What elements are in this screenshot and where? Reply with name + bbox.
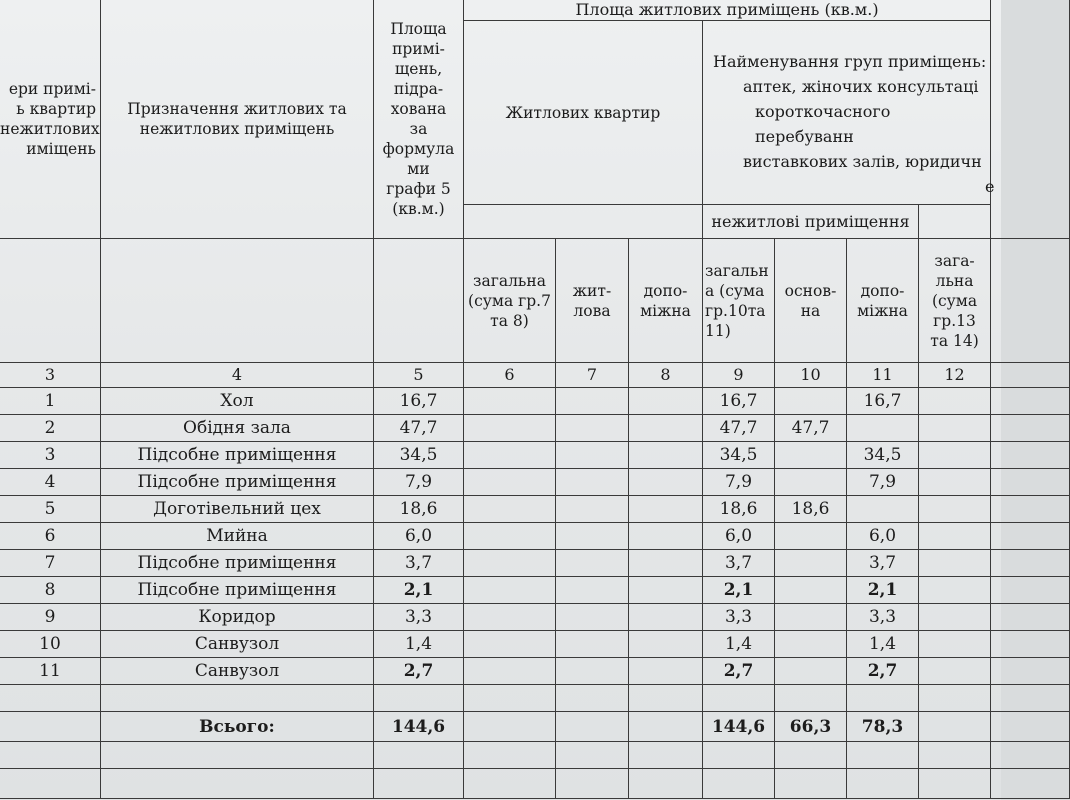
- room-total-nonliving: 3,7: [703, 550, 775, 577]
- blank-cell: [0, 769, 101, 799]
- group-names-line: виставкових залів, юридичн: [743, 152, 982, 171]
- blank-cell: [464, 577, 556, 604]
- room-main-area: [775, 469, 847, 496]
- room-number: 3: [0, 442, 101, 469]
- blank-cell: [847, 742, 919, 769]
- blank-header-cell: [991, 239, 1070, 363]
- blank-cell: [556, 604, 629, 631]
- room-numbers-header: [0, 0, 101, 239]
- room-number: 8: [0, 577, 101, 604]
- blank-cell: [919, 442, 991, 469]
- room-total-nonliving: 2,1: [703, 577, 775, 604]
- blank-cell: [556, 577, 629, 604]
- blank-cell: [919, 469, 991, 496]
- room-main-area: 47,7: [775, 415, 847, 442]
- blank-header-cell: [374, 239, 464, 363]
- room-area: 1,4: [374, 631, 464, 658]
- room-total-nonliving: 7,9: [703, 469, 775, 496]
- room-area: 16,7: [374, 388, 464, 415]
- blank-cell: [629, 415, 703, 442]
- room-total-nonliving: 6,0: [703, 523, 775, 550]
- blank-cell: [556, 469, 629, 496]
- room-area: 47,7: [374, 415, 464, 442]
- room-purpose: Доготівельний цех: [101, 496, 374, 523]
- blank-cell: [991, 577, 1070, 604]
- room-purpose: Підсобне приміщення: [101, 550, 374, 577]
- blank-cell: [919, 712, 991, 742]
- room-aux-area: [847, 415, 919, 442]
- living-apartments-header: Житлових квартир: [464, 21, 703, 205]
- blank-cell: [629, 442, 703, 469]
- column-number: 11: [847, 363, 919, 388]
- table-row: [0, 604, 1070, 631]
- blank-cell: [775, 742, 847, 769]
- blank-cell: [919, 523, 991, 550]
- room-aux-area: 34,5: [847, 442, 919, 469]
- room-area: 6,0: [374, 523, 464, 550]
- column-number: 12: [919, 363, 991, 388]
- blank-cell: [629, 388, 703, 415]
- blank-cell: [775, 685, 847, 712]
- blank-cell: [775, 769, 847, 799]
- blank-cell: [703, 685, 775, 712]
- group-names-line: Найменування груп приміщень:: [713, 52, 987, 71]
- column-number: 3: [0, 363, 101, 388]
- room-total-nonliving: 2,7: [703, 658, 775, 685]
- blank-cell: [919, 769, 991, 799]
- blank-cell: [464, 550, 556, 577]
- blank-cell: [629, 550, 703, 577]
- blank-cell: [629, 658, 703, 685]
- blank-cell: [991, 442, 1070, 469]
- blank-cell: [101, 685, 374, 712]
- room-number: 7: [0, 550, 101, 577]
- blank-cell: [0, 742, 101, 769]
- room-main-area: [775, 577, 847, 604]
- room-total-nonliving: 18,6: [703, 496, 775, 523]
- room-area: 3,3: [374, 604, 464, 631]
- blank-cell: [991, 712, 1070, 742]
- column-number: 6: [464, 363, 556, 388]
- living-area-title: Площа житлових приміщень (кв.м.): [464, 0, 991, 21]
- blank-cell: [556, 742, 629, 769]
- table-row: [0, 658, 1070, 685]
- room-purpose: Мийна: [101, 523, 374, 550]
- blank-cell: [556, 388, 629, 415]
- blank-cell: [703, 742, 775, 769]
- room-area: 3,7: [374, 550, 464, 577]
- aux-header: допо-міжна: [629, 239, 703, 363]
- room-total-nonliving: 47,7: [703, 415, 775, 442]
- blank-cell: [0, 685, 101, 712]
- blank-cell: [629, 631, 703, 658]
- blank-cell: [991, 363, 1070, 388]
- blank-cell: [464, 388, 556, 415]
- column-number: 8: [629, 363, 703, 388]
- main-header: основ-на: [775, 239, 847, 363]
- blank-cell: [991, 550, 1070, 577]
- room-aux-area: 2,1: [847, 577, 919, 604]
- total-12-header: зага-льна (сума гр.13 та 14): [919, 239, 991, 363]
- blank-cell: [374, 685, 464, 712]
- blank-cell: [556, 496, 629, 523]
- room-area: 2,1: [374, 577, 464, 604]
- room-numbers-header-line: иміщень: [26, 140, 96, 158]
- blank-cell: [101, 769, 374, 799]
- room-main-area: [775, 550, 847, 577]
- blank-cell: [919, 631, 991, 658]
- room-number: 1: [0, 388, 101, 415]
- blank-cell: [464, 442, 556, 469]
- table-row: [0, 496, 1070, 523]
- room-number: 11: [0, 658, 101, 685]
- room-number: 2: [0, 415, 101, 442]
- blank-cell: [464, 604, 556, 631]
- blank-cell: [847, 685, 919, 712]
- blank-cell: [629, 523, 703, 550]
- blank-cell: [464, 769, 556, 799]
- group-names-line: е: [985, 177, 995, 196]
- room-area: 34,5: [374, 442, 464, 469]
- blank-cell: [464, 742, 556, 769]
- room-purpose: Хол: [101, 388, 374, 415]
- blank-cell: [556, 658, 629, 685]
- total-area: 144,6: [374, 712, 464, 742]
- blank-cell: [991, 685, 1070, 712]
- blank-cell: [556, 415, 629, 442]
- table-row: [0, 469, 1070, 496]
- blank-cell: [464, 712, 556, 742]
- blank-header-cell: [0, 239, 101, 363]
- room-aux-area: 1,4: [847, 631, 919, 658]
- blank-cell: [919, 415, 991, 442]
- blank-cell: [991, 388, 1070, 415]
- group-names-header: [703, 21, 995, 205]
- blank-cell: [991, 496, 1070, 523]
- table-row: [0, 523, 1070, 550]
- living-header: жит-лова: [556, 239, 629, 363]
- blank-cell: [919, 550, 991, 577]
- blank-cell: [556, 523, 629, 550]
- blank-cell: [847, 769, 919, 799]
- blank-cell: [629, 769, 703, 799]
- blank-header-cell: [101, 239, 374, 363]
- blank-cell: [556, 685, 629, 712]
- room-numbers-header-line: ери примі-: [8, 80, 96, 98]
- room-main-area: [775, 523, 847, 550]
- blank-cell: [919, 604, 991, 631]
- table-row: [0, 577, 1070, 604]
- total-label: Всього:: [101, 712, 374, 742]
- blank-cell: [991, 604, 1070, 631]
- blank-cell: [919, 388, 991, 415]
- room-purpose: Коридор: [101, 604, 374, 631]
- nonliving-premises-header: нежитлові приміщення: [703, 205, 919, 239]
- total-aux: 78,3: [847, 712, 919, 742]
- room-aux-area: [847, 496, 919, 523]
- blank-cell: [919, 742, 991, 769]
- living-subheader-blank: [464, 205, 703, 239]
- blank-cell: [464, 523, 556, 550]
- room-purpose: Підсобне приміщення: [101, 442, 374, 469]
- room-aux-area: 2,7: [847, 658, 919, 685]
- blank-cell: [374, 742, 464, 769]
- room-area: 2,7: [374, 658, 464, 685]
- room-purpose: Санвузол: [101, 658, 374, 685]
- blank-cell: [991, 415, 1070, 442]
- table-row: [0, 550, 1070, 577]
- blank-cell: [464, 685, 556, 712]
- room-purpose: Підсобне приміщення: [101, 469, 374, 496]
- total-nonliving-header: загальн а (сума гр.10та 11): [703, 239, 775, 363]
- room-total-nonliving: 16,7: [703, 388, 775, 415]
- column-number: 9: [703, 363, 775, 388]
- room-purpose: Підсобне приміщення: [101, 577, 374, 604]
- blank-cell: [919, 685, 991, 712]
- blank-cell: [556, 442, 629, 469]
- room-purpose: Обідня зала: [101, 415, 374, 442]
- room-main-area: 18,6: [775, 496, 847, 523]
- room-number: 5: [0, 496, 101, 523]
- room-total-nonliving: 1,4: [703, 631, 775, 658]
- room-aux-area: 7,9: [847, 469, 919, 496]
- blank-cell: [991, 469, 1070, 496]
- blank-cell: [991, 658, 1070, 685]
- room-aux-area: 3,7: [847, 550, 919, 577]
- room-main-area: [775, 442, 847, 469]
- blank-cell: [464, 496, 556, 523]
- room-rows: [0, 388, 1070, 685]
- total-nonliving: 144,6: [703, 712, 775, 742]
- blank-cell: [101, 742, 374, 769]
- total-living-header: загальна (сума гр.7 та 8): [464, 239, 556, 363]
- blank-cell: [991, 742, 1070, 769]
- blank-cell: [556, 769, 629, 799]
- room-numbers-header-line: ь квартир: [16, 100, 96, 118]
- blank-cell: [991, 523, 1070, 550]
- table-row: [0, 388, 1070, 415]
- blank-cell: [374, 769, 464, 799]
- purpose-header: Призначення житлових та нежитлових приміщень: [101, 0, 374, 239]
- room-main-area: [775, 388, 847, 415]
- blank-cell: [556, 550, 629, 577]
- room-aux-area: 3,3: [847, 604, 919, 631]
- blank-cell: [556, 631, 629, 658]
- blank-header-cell: [919, 205, 991, 239]
- room-numbers-header-line: нежитлових: [0, 120, 100, 138]
- room-number: 4: [0, 469, 101, 496]
- blank-cell: [629, 496, 703, 523]
- room-main-area: [775, 658, 847, 685]
- room-aux-area: 16,7: [847, 388, 919, 415]
- blank-cell: [629, 742, 703, 769]
- blank-cell: [0, 712, 101, 742]
- group-names-line: аптек, жіночих консультаці: [743, 77, 979, 96]
- blank-cell: [629, 712, 703, 742]
- blank-header-cell: [991, 0, 1070, 239]
- table-row: [0, 415, 1070, 442]
- blank-cell: [629, 577, 703, 604]
- room-area: 18,6: [374, 496, 464, 523]
- blank-cell: [629, 469, 703, 496]
- blank-cell: [919, 496, 991, 523]
- blank-cell: [464, 658, 556, 685]
- blank-cell: [991, 769, 1070, 799]
- total-main: 66,3: [775, 712, 847, 742]
- blank-cell: [629, 685, 703, 712]
- blank-cell: [556, 712, 629, 742]
- aux-nonliving-header: допо-міжна: [847, 239, 919, 363]
- room-main-area: [775, 631, 847, 658]
- area-header: Площа примі-щень, підра-хована за формула ми графи 5 (кв.м.): [374, 0, 464, 239]
- blank-cell: [464, 415, 556, 442]
- column-number: 10: [775, 363, 847, 388]
- table-row: [0, 442, 1070, 469]
- room-number: 6: [0, 523, 101, 550]
- table-row: [0, 631, 1070, 658]
- blank-cell: [919, 577, 991, 604]
- blank-cell: [919, 658, 991, 685]
- blank-cell: [464, 631, 556, 658]
- room-purpose: Санвузол: [101, 631, 374, 658]
- room-area: 7,9: [374, 469, 464, 496]
- column-number: 4: [101, 363, 374, 388]
- room-number: 10: [0, 631, 101, 658]
- blank-cell: [991, 631, 1070, 658]
- room-total-nonliving: 34,5: [703, 442, 775, 469]
- room-number: 9: [0, 604, 101, 631]
- room-total-nonliving: 3,3: [703, 604, 775, 631]
- room-aux-area: 6,0: [847, 523, 919, 550]
- blank-cell: [629, 604, 703, 631]
- room-main-area: [775, 604, 847, 631]
- group-names-line: короткочасного перебуванн: [755, 102, 891, 146]
- blank-cell: [464, 469, 556, 496]
- column-number: 7: [556, 363, 629, 388]
- blank-cell: [703, 769, 775, 799]
- column-number: 5: [374, 363, 464, 388]
